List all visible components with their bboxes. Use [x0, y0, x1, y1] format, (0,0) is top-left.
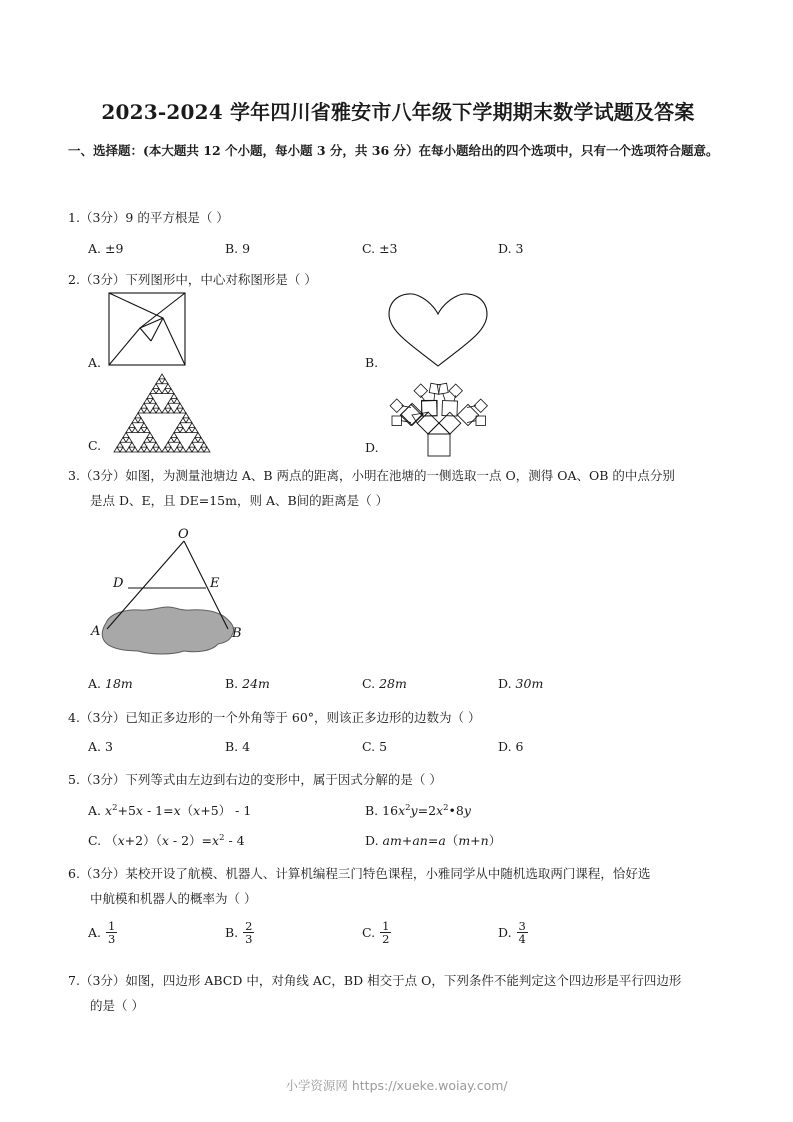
- fraction-3-4: $\frac{3}{4}$: [518, 919, 526, 947]
- option-5-d[interactable]: D. am+an=a（m+n）: [365, 833, 502, 848]
- figure-2d-pythagoras-tree: [378, 370, 500, 458]
- question-1-text: 9 的平方根是（ ）: [125, 210, 229, 225]
- option-1-c[interactable]: C. ±3: [362, 241, 398, 256]
- question-5-options-row1: [68, 800, 758, 824]
- figure-option-2a-label[interactable]: A.: [88, 355, 102, 370]
- option-6-b[interactable]: B. $\frac{2}{3}$: [225, 919, 253, 947]
- svg-text:D: D: [113, 576, 124, 591]
- page-title: 2023-2024 学年四川省雅安市八年级下学期期末数学试题及答案: [101, 100, 695, 124]
- question-5-options-row2: [68, 830, 758, 854]
- question-6-points: （3分）: [79, 866, 126, 881]
- option-1-a[interactable]: A. ±9: [88, 241, 124, 256]
- figure-2a-tangram-square: [107, 291, 189, 369]
- svg-text:A: A: [91, 624, 101, 639]
- figure-2c-sierpinski-triangle: [112, 372, 212, 454]
- question-7-stem-line2: 的是（ ）: [90, 998, 144, 1013]
- option-6-c[interactable]: C. $\frac{1}{2}$: [362, 919, 390, 947]
- option-5-a[interactable]: A. $x^2+5x - 1=x(x+5) - 1$: [88, 802, 252, 818]
- option-1-b[interactable]: B. 9: [225, 241, 251, 256]
- question-5-points: （3分）: [79, 772, 126, 787]
- figure-2b-heart: [383, 288, 493, 368]
- option-3-a[interactable]: A. 18m: [88, 676, 133, 691]
- question-3-points: （3分）: [79, 468, 126, 483]
- question-6-stem-line1: 6.（3分）某校开设了航模、机器人、计算机编程三门特色课程，小雅同学从中随机选取两门课程，恰好选: [68, 866, 651, 881]
- question-6-options: [68, 920, 758, 954]
- fraction-2-3: $\frac{2}{3}$: [245, 919, 253, 947]
- svg-text:B: B: [232, 626, 242, 641]
- fraction-1-3: $\frac{1}{3}$: [108, 919, 116, 947]
- svg-text:O: O: [178, 527, 189, 542]
- question-3-stem-line1: 3.（3分）如图，为测量池塘边 A、B 两点的距离，小明在池塘的一侧选取一点 O，测得 OA、OB 的中点分别: [68, 468, 675, 483]
- question-5-stem: 5.（3分）下列等式由左边到右边的变形中，属于因式分解的是（ ）: [68, 772, 442, 787]
- question-1-points: （3分）: [79, 210, 126, 225]
- option-5-b[interactable]: B. $16x^2y=2x^2•8y$: [365, 802, 471, 818]
- question-7-number: 7.: [68, 973, 80, 988]
- option-3-b[interactable]: B. 24m: [225, 676, 270, 691]
- question-3-number: 3.: [68, 468, 80, 483]
- option-3-d[interactable]: D. 30m: [498, 676, 544, 691]
- question-4-number: 4.: [68, 710, 80, 725]
- question-1-number: 1.: [68, 210, 80, 225]
- question-3-stem-line2: 是点 D、E，且 DE=15m，则 A、B间的距离是（ ）: [90, 493, 389, 508]
- figure-option-2b-label[interactable]: B.: [365, 355, 379, 370]
- svg-text:E: E: [210, 576, 220, 591]
- question-1: [68, 205, 730, 230]
- question-4-points: （3分）: [79, 710, 126, 725]
- fraction-1-2: $\frac{1}{2}$: [382, 919, 390, 947]
- question-3: [68, 463, 730, 513]
- question-4-options: [68, 736, 758, 758]
- question-7: [68, 968, 730, 1018]
- option-4-d[interactable]: D. 6: [498, 739, 524, 754]
- question-2-number: 2.: [68, 272, 80, 287]
- question-4: [68, 705, 730, 730]
- figure-option-2d-label[interactable]: D.: [365, 440, 379, 455]
- figure-option-2c-label[interactable]: C.: [88, 438, 102, 453]
- section-intro: 一、选择题：(本大题共 12 个小题，每小题 3 分，共 36 分）在每小题给出的四个选项中，只有一个选项符合题意。: [68, 143, 719, 158]
- question-6-stem-line2: 中航模和机器人的概率为（ ）: [90, 891, 257, 906]
- question-7-points: （3分）: [79, 973, 126, 988]
- question-1-stem: [68, 205, 730, 230]
- option-5-c[interactable]: C. $(x+2)(x - 2)=x^2 - 4$: [88, 832, 245, 848]
- question-6: [68, 861, 730, 911]
- question-5-number: 5.: [68, 772, 80, 787]
- question-5: [68, 767, 730, 792]
- question-2-points: （3分）: [79, 272, 126, 287]
- option-1-d[interactable]: D. 3: [498, 241, 524, 256]
- question-7-stem-line1: 7.（3分）如图，四边形 ABCD 中，对角线 AC，BD 相交于点 O，下列条件不能判定这个四边形是平行四边形: [68, 973, 682, 988]
- pond-midsegment-diagram: [80, 525, 270, 665]
- option-4-c[interactable]: C. 5: [362, 739, 388, 754]
- question-2-text: 下列图形中，中心对称图形是（ ）: [125, 272, 317, 287]
- footer-watermark: 小学资源网 https://xueke.woiay.com/: [285, 1078, 508, 1093]
- option-6-d[interactable]: D. $\frac{3}{4}$: [498, 919, 526, 947]
- option-3-c[interactable]: C. 28m: [362, 676, 407, 691]
- option-4-b[interactable]: B. 4: [225, 739, 251, 754]
- option-4-a[interactable]: A. 3: [88, 739, 113, 754]
- question-3-options: [68, 673, 758, 695]
- question-4-stem: 4.（3分）已知正多边形的一个外角等于 60°，则该正多边形的边数为（ ）: [68, 710, 481, 725]
- question-1-options: [68, 238, 758, 260]
- question-6-number: 6.: [68, 866, 80, 881]
- option-6-a[interactable]: A. $\frac{1}{3}$: [88, 919, 116, 947]
